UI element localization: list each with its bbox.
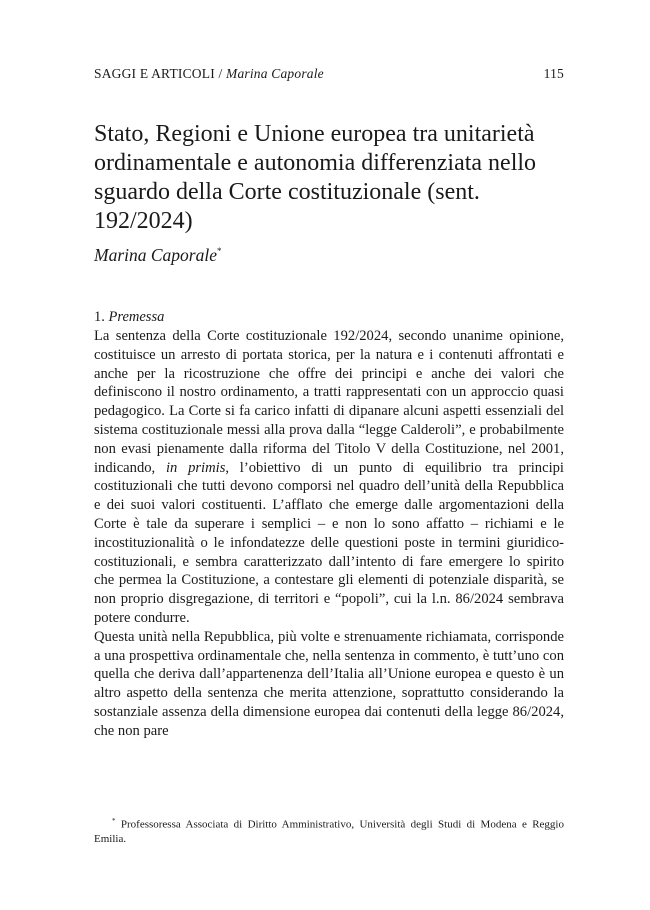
paragraph-2: Questa unità nella Repubblica, più volte e strenuamente richiamata, corrisponde a una prospettiva ordinamentale che, nella sentenza in commento, è tutt’uno con quella che deriva dall’appartenenza dell’Italia all’Unione europea e questo è un altro aspetto della sentenza che merita attenzione, soprattutto considerando la sostanziale assenza della dimensione europea dai contenuti della legge 86/2024, che non pare [94,628,564,739]
footnote-text: Professoressa Associata di Diritto Amministrativo, Università degli Studi di Modena e Reggio Emilia. [94,818,564,846]
section-number: 1. [94,309,105,325]
author-name: Marina Caporale [94,245,217,265]
article-title: Stato, Regioni e Unione europea tra unitarietà ordinamentale e autonomia differenziata nello sguardo della Corte costituzionale (sent. 192/2024) [94,121,537,234]
section-title: Premessa [108,309,165,325]
article-author [94,245,222,266]
paragraph-1-text-a: La sentenza della Corte costituzionale 192/2024, secondo unanime opinione, costituisce un arresto di portata storica, per la natura e i contenuti affrontati e anche per la ricostruzione che offre dei principi e anche dei valori che definiscono il nostro ordinamento, a tratti rappresentati con un approccio quasi pedagogico. La Corte si fa carico infatti di dipanare alcuni aspetti essenziali del sistema costituzionale messi alla prova dalla “legge Calderoli”, e probabilmente non evasi pienamente dalla riforma del Titolo V della Costituzione, nel 2001, indicando, [94,328,564,476]
paragraph-1-emphasis: in primis [165,459,226,476]
paragraph-1 [94,327,564,628]
running-head-left [94,66,324,82]
article-body [94,327,564,741]
running-head-section: SAGGI E ARTICOLI / [94,66,223,81]
section-heading [94,309,164,326]
paragraph-1-text-b: , l’obiettivo di un punto di equilibrio tra principi costituzionali che tutti devono comporsi nel quadro dell’unità della Repubblica e dei suoi valori costituenti. L’afflato che emerge dalle argomentazioni della Corte è tale da superare i semplici – e non lo sono affatto – richiami e le incostituzionalità o le infondatezze delle questioni poste in termini giuridico-costituzionali, e sembra caratterizzato dall’intento di fare emergere lo spirito che permea la Costituzione, a contestare gli elementi di potenziale disparità, se non proprio disgregazione, di territori e “popoli”, cui la l.n. 86/2024 sembrava potere condurre. [94,459,564,626]
running-head [94,66,564,82]
page-number: 115 [543,66,564,81]
author-footnote-mark: * [217,246,222,257]
running-head-author: Marina Caporale [226,66,324,81]
footnote [94,814,564,847]
footnote-mark: * [112,817,116,825]
